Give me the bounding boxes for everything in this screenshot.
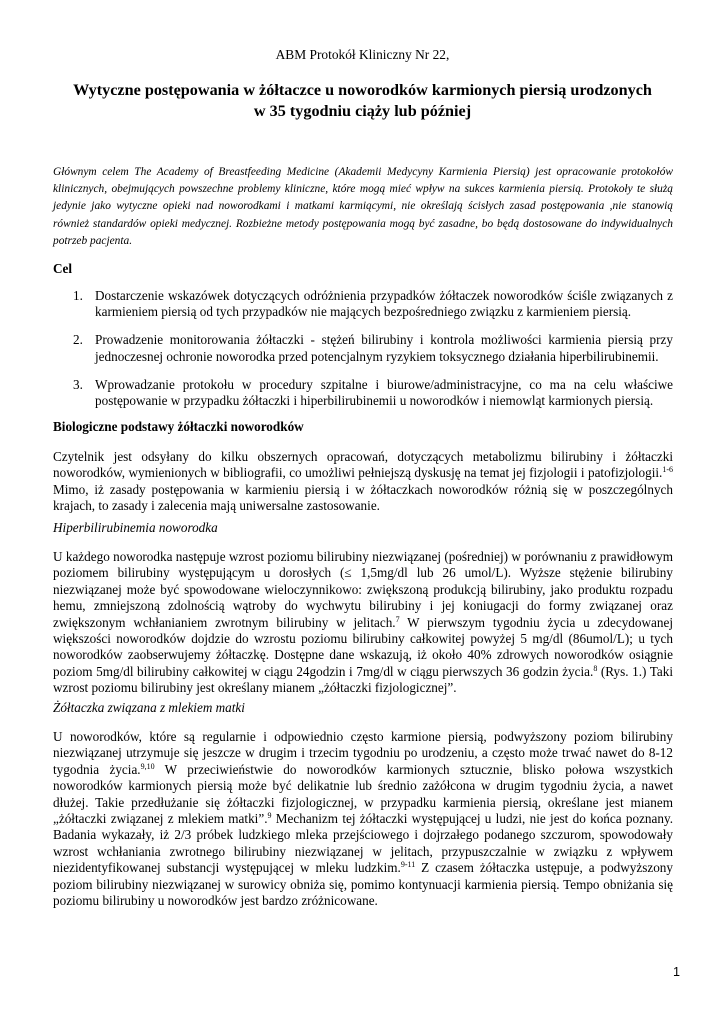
document-title <box>50 80 675 122</box>
paragraph-text: Z czasem żółtaczka ustępuje, a podwyższony poziom bilirubiny niezwiązanej w surowicy obniża się, pomimo kontynuacji karmienia piersią. Tempo obniżania się poziomu bilirubiny u noworodków jest bardzo zróżnicowane. <box>53 860 673 909</box>
page-number: 1 <box>672 965 680 979</box>
list-item-text: Prowadzenie monitorowania żółtaczki - stężeń bilirubiny i kontrola możliwości karmienia piersią przy jednoczesnej ochronie noworodka przed potencjalnym ryzykiem toksycznego działania hiperbilirubinemii. <box>95 332 673 364</box>
paragraph-text: U noworodków, które są regularnie i odpowiednio często karmione piersią, podwyższony poziom bilirubiny niezwiązanej utrzymuje się jeszcze w drugim i trzecim tygodniu po urodzeniu, a często może trwać nawet do 8-12 tygodnia życia. <box>53 729 673 777</box>
list-item-number: 1. <box>73 288 83 303</box>
paragraph-text: W pierwszym tygodniu życia u zdecydowanej większości noworodków dojdzie do wzrostu poziomu bilirubiny całkowitej powyżej 5 mg/dl (86umol/L); u tych noworodków zaobserwujemy żółtaczkę. Dostępne dane wskazują, iż około 40% zdrowych noworodków osiągnie poziom 5mg/dl bilirubiny całkowitej w ciągu 24godzin i 7mg/dl w ciągu pierwszych 36 godzin życia. <box>53 614 673 679</box>
paragraph-text: Mimo, iż zasady postępowania w karmieniu piersią i w żółtaczkach noworodków różnią się w poszczególnych krajach, to zasady i zalecenia mają uniwersalne zastosowanie. <box>53 481 673 514</box>
paragraph-text: (Rys. 1.) Taki wzrost poziomu bilirubiny jest określany mianem „żółtaczki fizjologicznej”. <box>53 663 673 696</box>
list-item <box>53 377 673 409</box>
paragraph-hyperbilirubinemia <box>53 549 673 697</box>
paragraph-literature <box>53 449 673 515</box>
intro-paragraph: Głównym celem The Academy of Breastfeeding Medicine (Akademii Medycyny Karmienia Piersią) jest opracowanie protokołów klinicznych, obejmujących powszechne problemy kliniczne, które mogą mieć wpływ na sukces karmienia piersią. Protokoły te służą jedynie jako wytyczne opieki nad noworodkami i matkami karmiącymi, nie określają ścisłych zasad postępowania ,nie stanowią również standardów opieki medycznej. Rozbieżne metody postępowania mogą być zasadne, bo będą dostosowane do indywidualnych potrzeb pacjenta. <box>53 166 673 247</box>
subheading-breast-milk-jaundice: Żółtaczka związana z mlekiem matki <box>53 700 245 715</box>
document-header: ABM Protokół Kliniczny Nr 22, <box>275 47 450 62</box>
list-item-text: Dostarczenie wskazówek dotyczących odróżnienia przypadków żółtaczek noworodków ściśle związanych z karmieniem piersią od tych przypadków nie mających bezpośredniego związku z karmieniem piersią. <box>95 288 673 320</box>
citation: 9-11 <box>400 860 416 870</box>
citation: 7 <box>395 614 400 624</box>
citation: 9 <box>267 811 272 821</box>
list-item-number: 3. <box>73 376 83 392</box>
list-item-number: 2. <box>73 332 83 348</box>
paragraph-breast-milk-jaundice <box>53 729 673 909</box>
section-heading-cel: Cel <box>53 261 73 276</box>
paragraph-text: Mechanizm tej żółtaczki występującej u ludzi, nie jest do końca poznany. Badania wykazały, iż 2/3 próbek ludzkiego mleka przejściowego i dojrzałego podanego szczurom, spowodowały wzrost wchłaniania zwrotnego bilirubiny niezwiązanej w jelitach, przypuszczalnie w związku z wpływem niezidentyfikowanej substancji występującej w mleku ludzkim. <box>53 811 673 876</box>
goals-list <box>53 288 673 421</box>
list-item <box>53 288 673 320</box>
paragraph-text: U każdego noworodka następuje wzrost poziomu bilirubiny niezwiązanej (pośredniej) w porównaniu z prawidłowym poziomem bilirubiny występującym u dorosłych (≤ 1,5mg/dl lub 26 umol/L). Wyższe stężenie bilirubiny niezwiązanej może być spowodowane wieloczynnikowo: zwiększoną produkcją bilirubiny, jako produktu rozpadu hemu, zmniejszoną zdolnością wątroby do wychwytu bilirubiny i jej koniugacji do formy związanej oraz zwiększonym wchłanianiem zwrotnym bilirubiny w jelitach. <box>53 549 673 630</box>
title-line-1: Wytyczne postępowania w żółtaczce u noworodków karmionych piersią urodzonych <box>73 81 652 99</box>
citation: 8 <box>593 663 598 673</box>
title-line-2: w 35 tygodniu ciąży lub później <box>253 102 472 120</box>
list-item-text: Wprowadzanie protokołu w procedury szpitalne i biurowe/administracyjne, co ma na celu właściwe postępowanie w przypadku żółtaczki i hiperbilirubinemii u noworodków i niemowląt karmionych piersią. <box>95 376 673 409</box>
subheading-hyperbilirubinemia: Hiperbilirubinemia noworodka <box>53 520 218 535</box>
citation: 9,10 <box>140 761 155 771</box>
list-item <box>53 332 673 364</box>
paragraph-text: Czytelnik jest odsyłany do kilku obszernych opracowań, dotyczących metabolizmu bilirubiny i żółtaczki noworodków, wymienionych w bibliografii, co umożliwi pełniejszą dyskusję na temat jej fizjologii i patofizjologii. <box>53 449 673 481</box>
citation: 1-6 <box>662 465 673 475</box>
section-heading-biology: Biologiczne podstawy żółtaczki noworodków <box>53 419 304 434</box>
paragraph-text: W przeciwieństwie do noworodków karmionych sztucznie, blisko połowa wszystkich noworodków karmionych piersią może być delikatnie lub średnio zażółcona w drugim tygodniu życia, a nawet dłużej. Takie przedłużanie się żółtaczki fizjologicznej, w przypadku karmienia piersią, określane jest mianem „żółtaczki związanej z mlekiem matki”. <box>53 761 673 827</box>
